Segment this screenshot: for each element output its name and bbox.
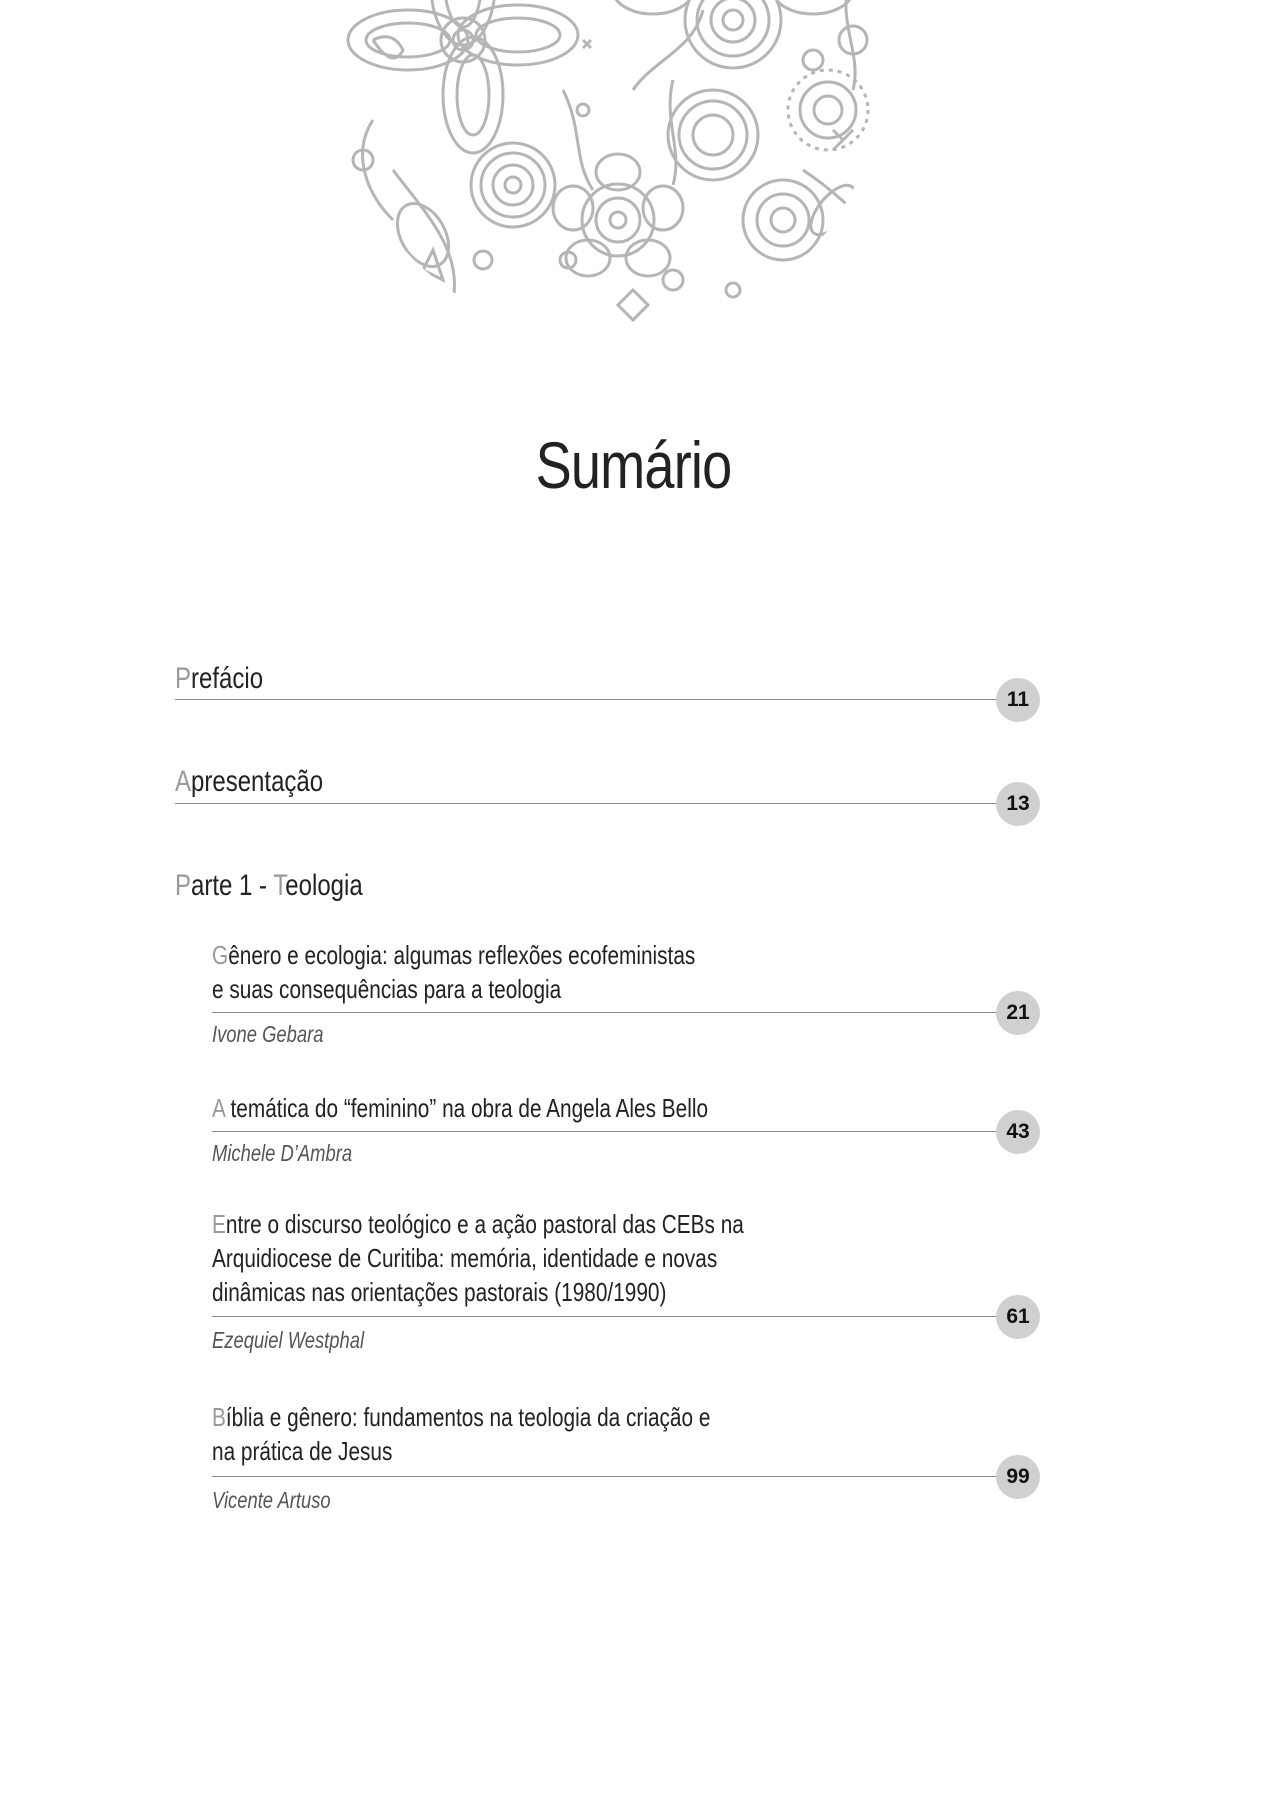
divider [212,1012,1000,1013]
page-number-badge[interactable]: 43 [996,1110,1040,1154]
chapter-title[interactable] [212,1207,744,1309]
chapter-initial: G [212,940,229,970]
divider [212,1316,1000,1317]
page-number-badge[interactable]: 21 [996,991,1040,1035]
chapter-title-line: íblia e gênero: fundamentos na teologia da criação e [225,1402,711,1432]
chapter-title[interactable] [212,1400,710,1468]
chapter-title[interactable] [212,938,695,1006]
entry-initial: A [175,765,192,798]
divider [212,1476,1000,1477]
page-number-badge[interactable]: 13 [996,782,1040,826]
entry-apresentacao[interactable] [175,767,323,797]
page-number-badge[interactable]: 61 [996,1295,1040,1339]
page-number-badge[interactable]: 11 [996,678,1040,722]
divider [212,1131,1000,1132]
chapter-title-line: Arquidiocese de Curitiba: memória, identidade e novas [212,1243,718,1273]
part-text: arte 1 - [191,869,274,902]
divider [175,803,1000,804]
chapter-title-line: na prática de Jesus [212,1436,393,1466]
entry-prefacio[interactable] [175,664,263,694]
chapter-title-line: ênero e ecologia: algumas reflexões ecofeministas [228,940,696,970]
page-number-badge[interactable]: 99 [996,1455,1040,1499]
chapter-author: Ezequiel Westphal [212,1327,365,1353]
chapter-title-line: ntre o discurso teológico e a ação pastoral das CEBs na [225,1209,744,1239]
chapter-title-line: e suas consequências para a teologia [212,974,562,1004]
page-title: Sumário [535,428,732,502]
part-initial: P [175,869,192,902]
chapter-initial: E [212,1209,226,1239]
chapter-initial: A [212,1093,225,1123]
entry-title: refácio [191,662,264,695]
part-heading [175,871,363,901]
chapter-initial: B [212,1402,226,1432]
chapter-author: Michele D’Ambra [212,1140,353,1166]
divider [175,699,1000,700]
entry-initial: P [175,662,192,695]
chapter-title-line: temática do “feminino” na obra de Angela Ales Bello [224,1093,709,1123]
chapter-author: Vicente Artuso [212,1487,331,1513]
entry-title: presentação [191,765,324,798]
chapter-title-line: dinâmicas nas orientações pastorais (1980/1990) [212,1277,667,1307]
chapter-title[interactable] [212,1091,708,1125]
chapter-author: Ivone Gebara [212,1021,324,1047]
part-text: eologia [285,869,363,902]
floral-ornament [333,0,883,340]
part-initial: T [273,869,286,902]
